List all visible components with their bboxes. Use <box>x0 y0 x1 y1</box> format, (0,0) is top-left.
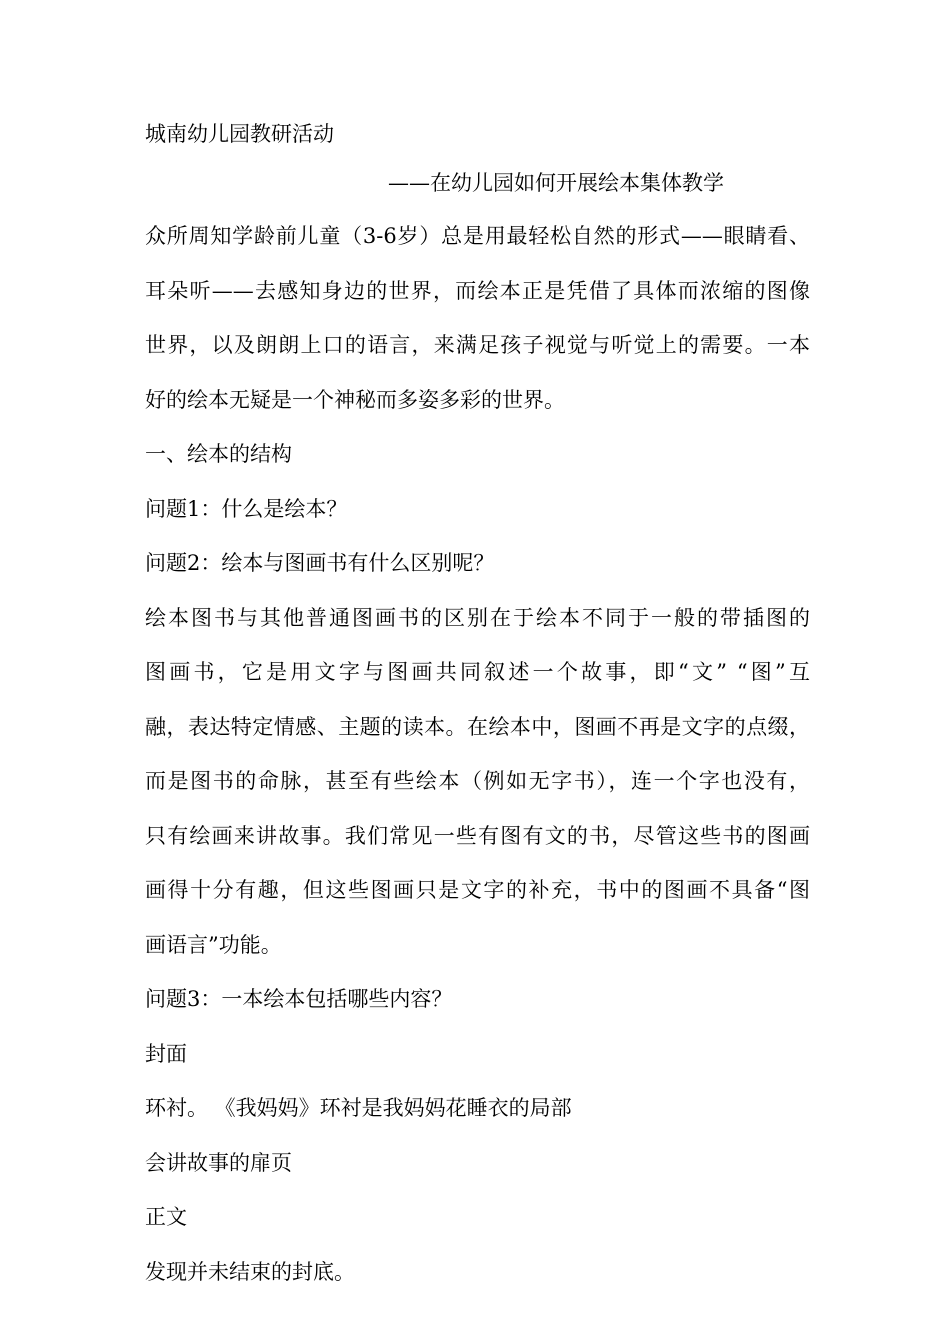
answer-line: 而是图书的命脉，甚至有些绘本（例如无字书），连一个字也没有， <box>145 769 810 793</box>
list-item: 正文 <box>145 1205 187 1229</box>
list-item: 发现并未结束的封底。 <box>145 1259 355 1284</box>
intro-line: 好的绘本无疑是一个神秘而多姿多彩的世界。 <box>145 387 565 412</box>
list-item: 环衬。 《我妈妈》环衬是我妈妈花睡衣的局部 <box>145 1096 572 1120</box>
answer-line: 融，表达特定情感、主题的读本。在绘本中，图画不再是文字的点缀， <box>145 714 810 739</box>
document-page <box>145 112 810 1299</box>
list-item: 会讲故事的扉页 <box>145 1150 292 1175</box>
document-subtitle: ——在幼儿园如何开展绘本集体教学 <box>388 171 724 195</box>
document-title: 城南幼儿园教研活动 <box>145 122 334 146</box>
parts-list <box>145 1027 810 1300</box>
intro-paragraph <box>145 209 810 427</box>
intro-line: 世界，以及朗朗上口的语言，来满足孩子视觉与听觉上的需要。一本 <box>145 333 810 357</box>
intro-line: 众所周知学龄前儿童（3-6岁）总是用最轻松自然的形式——眼睛看、 <box>145 224 810 248</box>
question-2: 问题2：绘本与图画书有什么区别呢？ <box>145 551 495 575</box>
list-item: 封面 <box>145 1041 187 1066</box>
question-1: 问题1：什么是绘本？ <box>145 496 348 521</box>
answer-line: 图画书，它是用文字与图画共同叙述一个故事，即“文” “图”互 <box>145 660 810 684</box>
answer-line: 只有绘画来讲故事。我们常见一些有图有文的书，尽管这些书的图画 <box>145 823 810 848</box>
answer-line: 绘本图书与其他普通图画书的区别在于绘本不同于一般的带插图的 <box>145 605 810 630</box>
question-3: 问题3：一本绘本包括哪些内容？ <box>145 987 453 1011</box>
answer-line: 画得十分有趣，但这些图画只是文字的补充，书中的图画不具备“图 <box>145 878 810 902</box>
answer-line: 画语言”功能。 <box>145 932 282 957</box>
section-heading: 一、绘本的结构 <box>145 442 292 466</box>
answer-paragraph <box>145 591 810 973</box>
intro-line: 耳朵听——去感知身边的世界，而绘本正是凭借了具体而浓缩的图像 <box>145 278 810 303</box>
